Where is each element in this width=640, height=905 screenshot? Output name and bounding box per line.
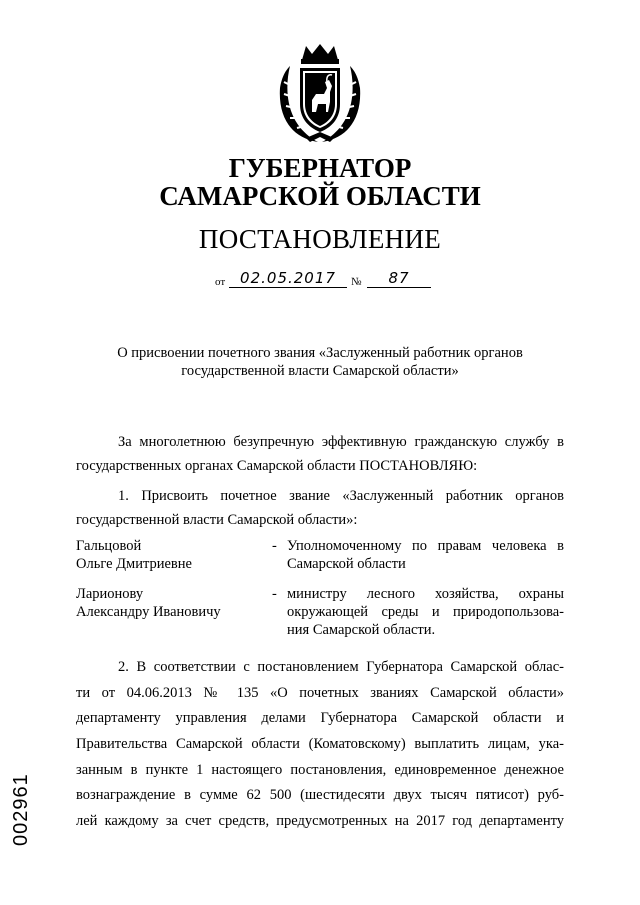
position-line: Уполномоченному по правам человека в (287, 538, 564, 554)
governor-title-line2: САМАРСКОЙ ОБЛАСТИ (159, 181, 481, 211)
document-subject (0, 344, 640, 380)
subject-line: государственной власти Самарской области» (181, 363, 459, 379)
subject-line: О присвоении почетного звания «Заслуженный работник органов (117, 345, 523, 361)
position-line: Самарской области (287, 556, 406, 572)
recipient-position (287, 537, 564, 573)
handwritten-date: 02.05.2017 (229, 270, 347, 288)
recipient-dash: - (272, 586, 277, 602)
recipient-name (76, 585, 221, 621)
item2-line: Правительства Самарской области (Коматовскому) выплатить лицам, ука- (76, 736, 564, 753)
margin-registration-stamp: 002961 (10, 773, 32, 846)
recipient-given-name: Александру Ивановичу (76, 604, 221, 620)
position-line: министру лесного хозяйства, охраны (287, 586, 564, 602)
recipient-dash: - (272, 538, 277, 554)
recipient-surname: Ларионову (76, 586, 144, 602)
recipient-given-name: Ольге Дмитриевне (76, 556, 192, 572)
item2-line: вознаграждение в сумме 62 500 (шестидесяти двух тысяч пятисот) руб- (76, 787, 564, 804)
recipient-position (287, 585, 564, 639)
governor-title-line1: ГУБЕРНАТОР (228, 153, 412, 183)
item2-paragraph (76, 658, 564, 838)
item1-line: 1. Присвоить почетное звание «Заслуженный работник органов (118, 488, 564, 504)
item2-line: департаменту управления делами Губернатора Самарской области и (76, 710, 564, 727)
item1-line: государственной власти Самарской области»: (76, 512, 358, 528)
document-type-title: ПОСТАНОВЛЕНИЕ (198, 224, 442, 254)
preamble-line: государственных органах Самарской области ПОСТАНОВЛЯЮ: (76, 458, 478, 474)
item2-line: занным в пункте 1 настоящего постановления, единовременное денежное (76, 761, 564, 778)
position-line: ния Самарской области. (287, 622, 436, 638)
date-prefix: от (215, 276, 226, 288)
recipient-name (76, 537, 192, 573)
item2-line: лей каждому за счет средств, предусмотренных на 2017 год департаменту (76, 813, 564, 830)
number-prefix: № (351, 276, 362, 288)
item2-line: 2. В соответствии с постановлением Губернатора Самарской облас- (118, 659, 564, 675)
preamble-line: За многолетнюю безупречную эффективную гражданскую службу в (118, 434, 564, 450)
item2-line: ти от 04.06.2013 № 135 «О почетных званиях Самарской области» (76, 684, 564, 701)
samara-oblast-coat-of-arms-icon (272, 42, 368, 146)
recipient-surname: Гальцовой (76, 538, 142, 554)
handwritten-number: 87 (367, 270, 431, 288)
position-line: окружающей среды и природопользова- (287, 604, 564, 620)
